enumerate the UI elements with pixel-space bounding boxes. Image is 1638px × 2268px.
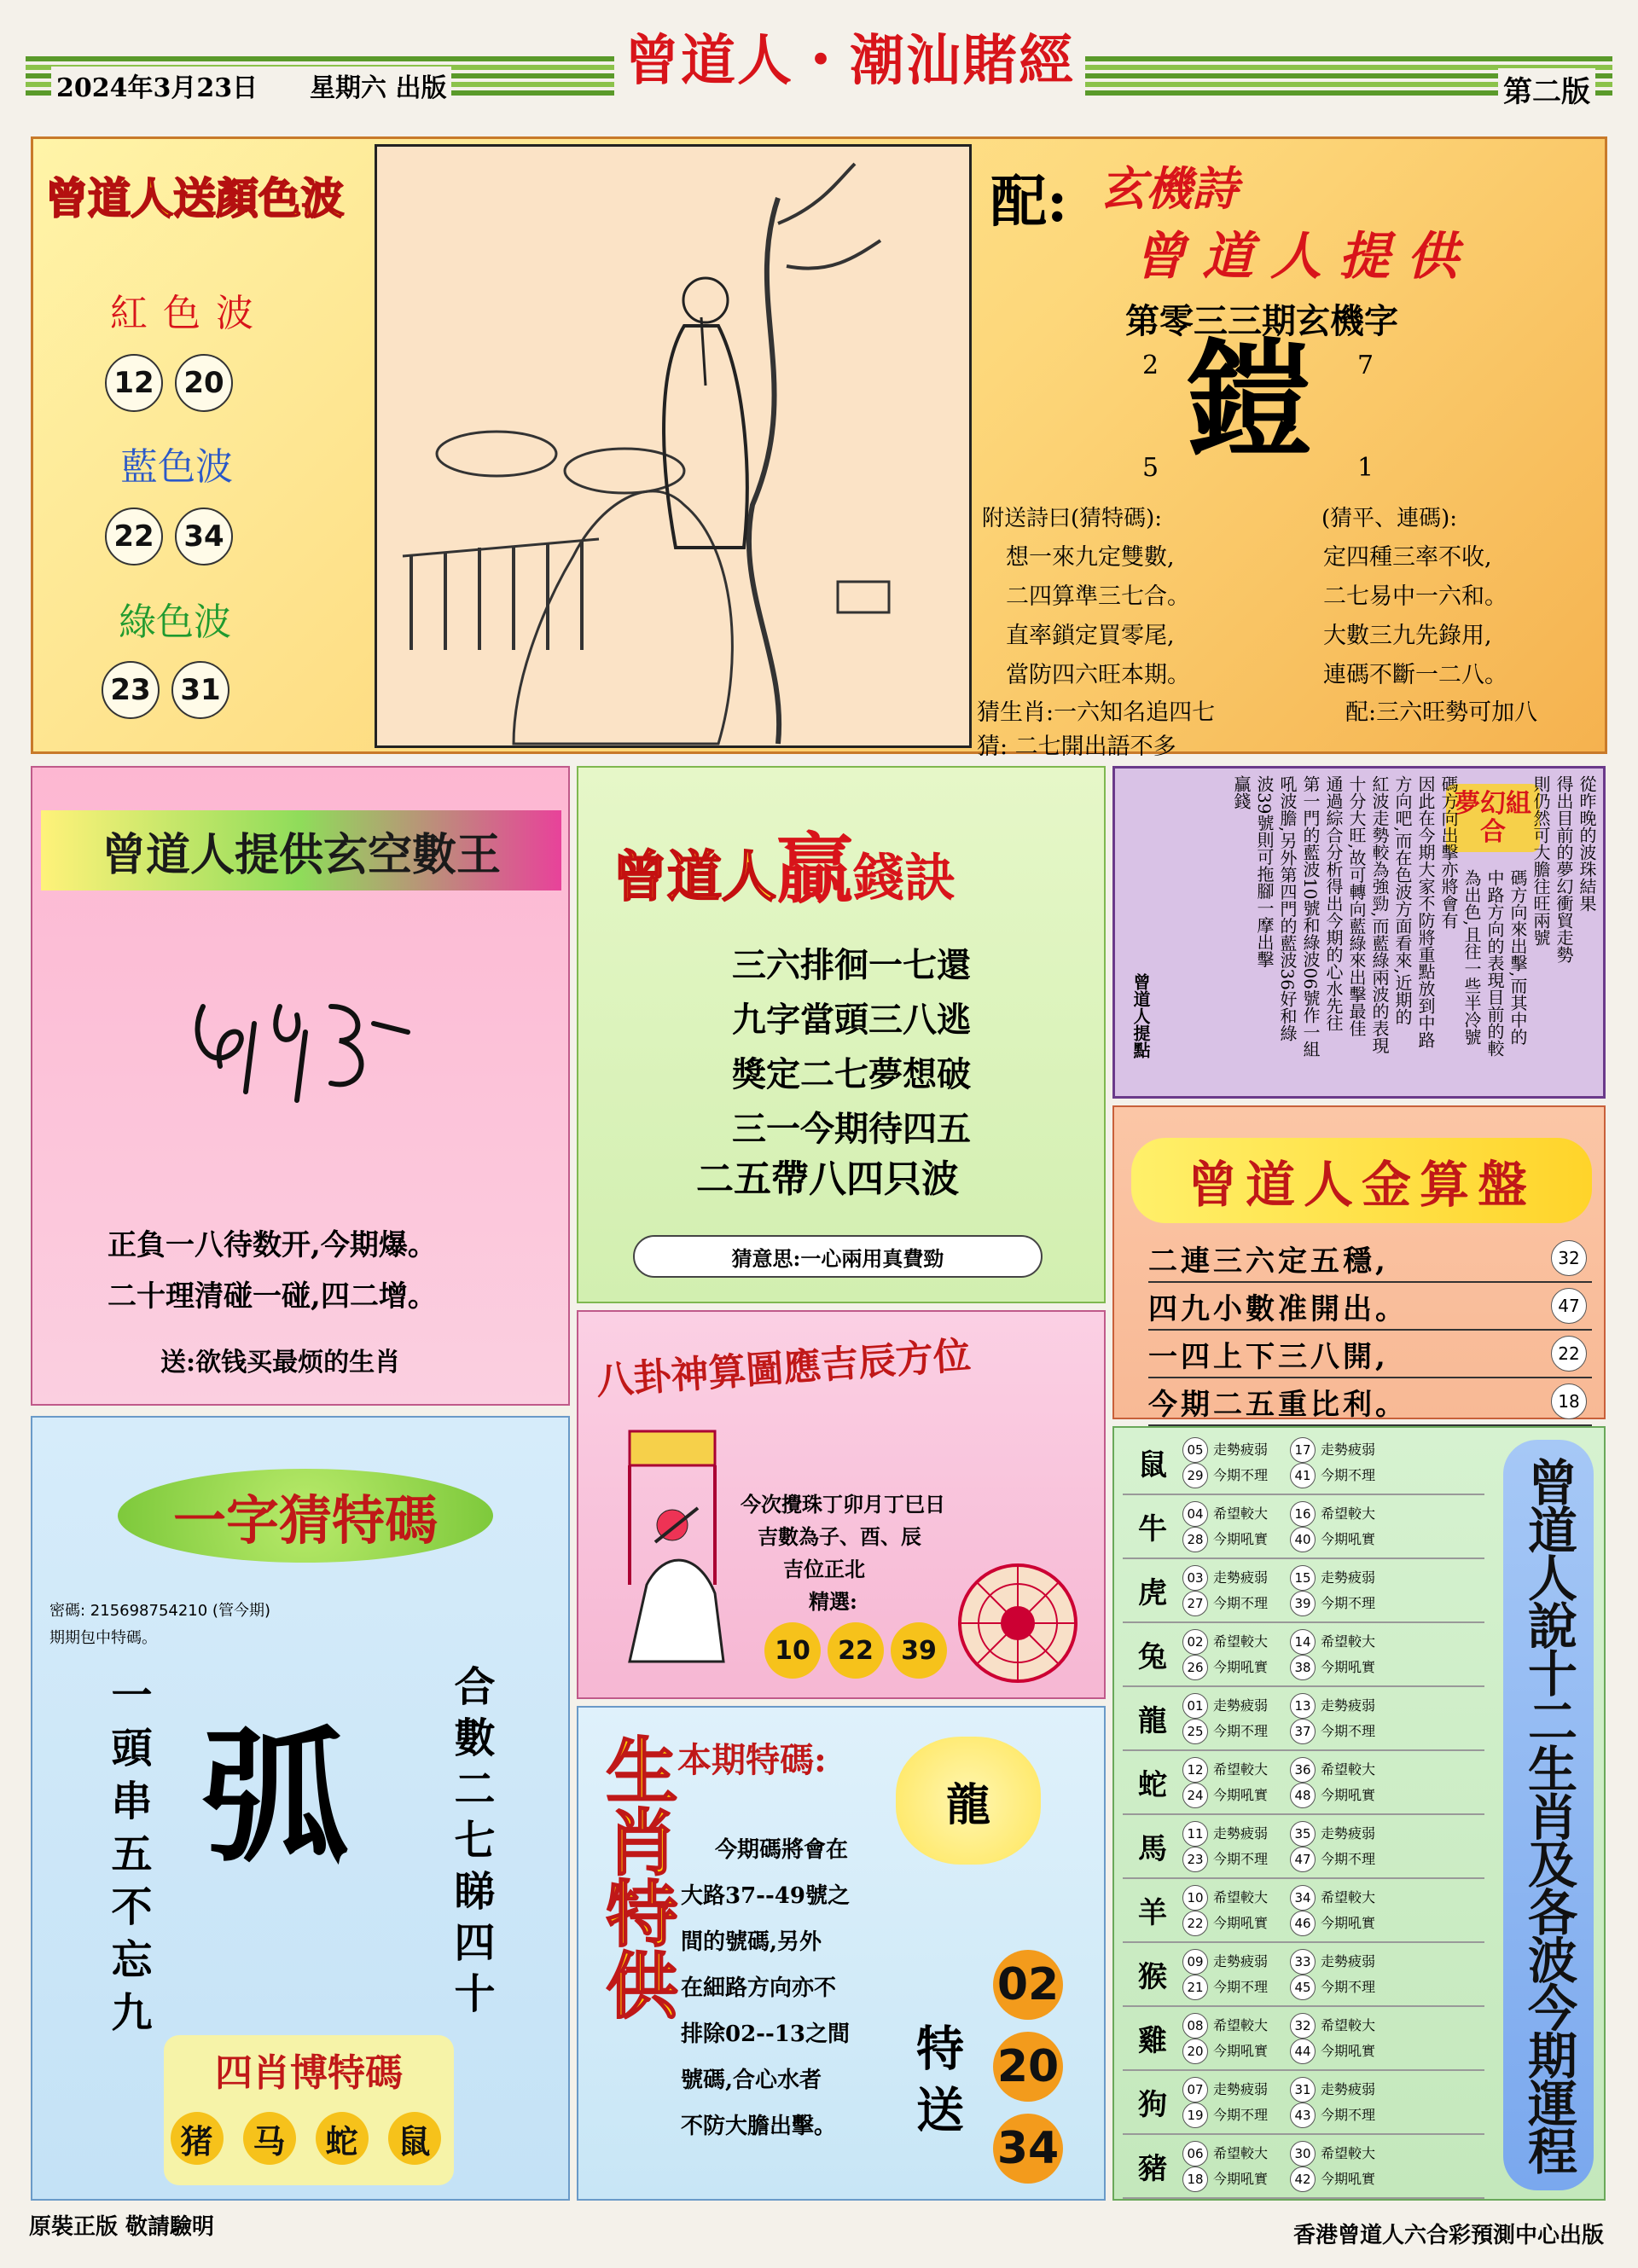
zodiac-animal: 猴 xyxy=(1138,1960,1167,1994)
dream-col: 得出目前的夢幻衝貿走勢 xyxy=(1554,775,1574,963)
handwritten-code-icon xyxy=(177,972,433,1109)
zodiac-trend: 希望較大 xyxy=(1321,1760,1376,1778)
issue-weekday: 星期六 xyxy=(310,73,387,103)
zodiac-advice: 今期吼實 xyxy=(1321,1530,1376,1547)
red-wave-numbers xyxy=(105,354,245,412)
zodiac-number: 21 xyxy=(1182,1975,1208,2000)
win-title-b: 贏 xyxy=(776,824,853,914)
zodiac-advice: 今期不理 xyxy=(1321,1466,1376,1483)
win-title-a: 曾道人 xyxy=(613,845,776,909)
win-guess: 猜意思:一心兩用真費勁 xyxy=(633,1235,1043,1278)
issue-date: 2024年3月23日 xyxy=(56,73,258,103)
four-zodiac-list xyxy=(164,2112,454,2165)
zodiac-number: 44 xyxy=(1290,2039,1316,2064)
zodiac-number: 05 xyxy=(1182,1437,1208,1463)
zodiac-trend: 希望較大 xyxy=(1213,2016,1269,2033)
zodiac-number: 47 xyxy=(1290,1847,1316,1872)
zodiac-number: 13 xyxy=(1290,1693,1316,1719)
poem-left xyxy=(1006,538,1190,695)
one-char-panel xyxy=(31,1416,570,2201)
sage-illustration xyxy=(375,144,972,748)
masthead-title: 曾道人・潮汕賭經 xyxy=(614,17,1085,96)
zodiac-number: 43 xyxy=(1290,2103,1316,2128)
zodiac-number: 17 xyxy=(1290,1437,1316,1463)
zodiac-advice: 今期不理 xyxy=(1213,2106,1269,2123)
bagua-line: 吉數為子、酉、辰 xyxy=(758,1524,921,1549)
poem-line: 當防四六旺本期。 xyxy=(1006,662,1190,688)
special-zodiac: 龍 xyxy=(896,1737,1041,1865)
suanpan-title: 曾道人金算盤 xyxy=(1131,1138,1592,1223)
poem-line: 大數三九先錄用, xyxy=(1323,623,1492,649)
zodiac-row xyxy=(1123,1623,1484,1687)
zodiac-number: 15 xyxy=(1290,1565,1316,1591)
suanpan-number: 47 xyxy=(1551,1288,1587,1324)
poem-right-header: (猜平、連碼): xyxy=(1321,506,1458,531)
zodiac-trend: 希望較大 xyxy=(1213,1888,1269,1905)
zodiac-number: 37 xyxy=(1290,1719,1316,1744)
zodiac-pick: 鼠 xyxy=(388,2112,441,2165)
special-line: 今期碼將會在 xyxy=(715,1837,849,1863)
poem-line: 想一來九定雙數, xyxy=(1006,544,1175,571)
zodiac-trend: 走勢疲弱 xyxy=(1213,1697,1269,1714)
zodiac-trend: 希望較大 xyxy=(1321,1633,1376,1650)
xuankong-line: 二十理清碰一碰,四二增。 xyxy=(107,1279,437,1314)
zodiac-advice: 今期不理 xyxy=(1321,1722,1376,1739)
color-wave-title: 曾道人送顏色波 xyxy=(45,173,344,223)
special-line: 在細路方向亦不 xyxy=(681,1975,837,2001)
dream-title: 夢幻組合 xyxy=(1446,784,1540,852)
zodiac-animal: 牛 xyxy=(1138,1512,1167,1546)
zodiac-table-panel xyxy=(1112,1426,1606,2201)
win-secret-lines xyxy=(732,938,971,1157)
dream-col: 紅波走勢較為強勁,而藍綠兩波的表現 xyxy=(1369,775,1390,1054)
suanpan-text: 二連三六定五穩, xyxy=(1148,1244,1389,1279)
zodiac-advice: 今期吼實 xyxy=(1213,2170,1269,2187)
blue-wave-label: 藍色波 xyxy=(120,445,233,489)
zodiac-advice: 今期吼實 xyxy=(1321,1914,1376,1931)
zodiac-advice: 今期不理 xyxy=(1213,1594,1269,1611)
zodiac-advice: 今期吼實 xyxy=(1321,1658,1376,1675)
pei-line: 配:三六旺勢可加八 xyxy=(1345,699,1538,726)
dream-col: 吼波膽,另外第四門的藍波36好和綠 xyxy=(1277,775,1298,1041)
zodiac-row xyxy=(1123,1431,1484,1495)
special-panel xyxy=(577,1706,1106,2201)
xuanji-number: 7 xyxy=(1357,351,1374,380)
zodiac-number: 04 xyxy=(1182,1501,1208,1527)
win-secret-panel xyxy=(577,766,1106,1303)
zodiac-pick: 蛇 xyxy=(316,2112,369,2165)
page-number: 第二版 xyxy=(1498,68,1595,110)
header-date-line xyxy=(51,67,451,104)
green-wave-numbers xyxy=(102,661,241,719)
zodiac-trend: 走勢疲弱 xyxy=(1321,1569,1376,1586)
bagua-line: 今次攪珠丁卯月丁巳日 xyxy=(741,1492,945,1517)
zodiac-number: 34 xyxy=(1290,1885,1316,1911)
zodiac-number: 22 xyxy=(1182,1911,1208,1936)
zodiac-trend: 走勢疲弱 xyxy=(1321,2080,1376,2097)
zodiac-number: 42 xyxy=(1290,2166,1316,2192)
zodiac-number: 07 xyxy=(1182,2077,1208,2103)
zodiac-advice: 今期不理 xyxy=(1213,1850,1269,1867)
special-side-title: 生肖特供 xyxy=(595,1733,679,2020)
zodiac-advice: 今期吼實 xyxy=(1321,1786,1376,1803)
suanpan-rows xyxy=(1148,1235,1592,1426)
suanpan-text: 一四上下三八開, xyxy=(1148,1339,1389,1374)
dream-col: 通過綜合分析得出今期的心水先往 xyxy=(1323,775,1344,1031)
poem-left-header: 附送詩曰(猜特碼): xyxy=(982,506,1163,531)
zodiac-advice: 今期不理 xyxy=(1213,1722,1269,1739)
zodiac-advice: 今期吼實 xyxy=(1213,1530,1269,1547)
zodiac-advice: 今期不理 xyxy=(1213,1978,1269,1995)
blue-number: 22 xyxy=(105,508,163,566)
zodiac-trend: 希望較大 xyxy=(1213,1760,1269,1778)
zodiac-row xyxy=(1123,1751,1484,1815)
zodiac-advice: 今期不理 xyxy=(1321,1850,1376,1867)
red-number: 20 xyxy=(175,354,233,412)
zodiac-row xyxy=(1123,1815,1484,1879)
footer-left: 原裝正版 敬請驗明 xyxy=(29,2214,215,2240)
zodiac-number: 14 xyxy=(1290,1629,1316,1655)
four-zodiac-box xyxy=(164,2035,454,2185)
dream-col: 碼方向出擊亦將會有 xyxy=(1438,775,1459,929)
win-title-c: 錢訣 xyxy=(853,849,956,908)
special-line: 間的號碼,另外 xyxy=(681,1929,822,1955)
xuanji-number: 2 xyxy=(1142,351,1159,380)
xuanji-number: 1 xyxy=(1357,453,1374,483)
special-line: 不防大膽出擊。 xyxy=(681,2114,837,2139)
zodiac-number: 26 xyxy=(1182,1655,1208,1680)
zodiac-number: 28 xyxy=(1182,1527,1208,1552)
special-desc xyxy=(681,1827,850,2149)
zodiac-advice: 今期吼實 xyxy=(1321,2042,1376,2059)
one-char-left-col: 一頭串五不忘九 xyxy=(104,1673,152,2044)
zodiac-number: 38 xyxy=(1290,1655,1316,1680)
one-char-char: 弧 xyxy=(203,1712,349,1882)
zodiac-number: 48 xyxy=(1290,1783,1316,1808)
one-char-right-col: 合數二七睇四十 xyxy=(447,1665,495,2023)
special-line: 號碼,合心水者 xyxy=(681,2068,822,2093)
special-numbers xyxy=(993,1950,1063,2195)
zodiac-row xyxy=(1123,1943,1484,2007)
dream-panel xyxy=(1112,766,1606,1099)
zodiac-animal: 鼠 xyxy=(1138,1448,1167,1482)
header xyxy=(26,0,1612,128)
zodiac-number: 24 xyxy=(1182,1783,1208,1808)
zodiac-trend: 走勢疲弱 xyxy=(1213,1952,1269,1969)
bagua-number: 39 xyxy=(891,1622,947,1679)
zodiac-row xyxy=(1123,1495,1484,1559)
win-line: 九字當頭三八逃 xyxy=(732,1000,971,1040)
bagua-panel xyxy=(577,1310,1106,1699)
zodiac-number: 10 xyxy=(1182,1885,1208,1911)
zodiac-number: 40 xyxy=(1290,1527,1316,1552)
zodiac-animal: 虎 xyxy=(1138,1576,1167,1610)
special-number: 02 xyxy=(993,1950,1063,2020)
zodiac-number: 29 xyxy=(1182,1463,1208,1488)
poem-line: 連碼不斷一二八。 xyxy=(1323,662,1507,688)
zodiac-number: 11 xyxy=(1182,1821,1208,1847)
dream-col: 碼方向來出擊,而其中的 xyxy=(1507,869,1528,1046)
zodiac-number: 23 xyxy=(1182,1847,1208,1872)
zodiac-number: 39 xyxy=(1290,1591,1316,1616)
green-number: 31 xyxy=(171,661,229,719)
zodiac-trend: 希望較大 xyxy=(1321,2144,1376,2161)
red-wave-label: 紅色波 xyxy=(110,292,269,335)
zodiac-number: 33 xyxy=(1290,1949,1316,1975)
zodiac-number: 46 xyxy=(1290,1911,1316,1936)
dream-col: 十分大旺,故可轉向藍綠來出擊最佳 xyxy=(1346,775,1367,1037)
zodiac-row xyxy=(1123,2071,1484,2135)
zodiac-number: 19 xyxy=(1182,2103,1208,2128)
xuankong-panel xyxy=(31,766,570,1406)
xuanji-period: 第零三三期玄機字 xyxy=(1125,301,1398,341)
zodiac-trend: 希望較大 xyxy=(1321,1888,1376,1905)
bagua-pick-label: 精選: xyxy=(809,1589,857,1614)
suanpan-number: 22 xyxy=(1551,1336,1587,1372)
zodiac-pick: 猪 xyxy=(171,2112,224,2165)
zodiac-animal: 羊 xyxy=(1138,1896,1167,1930)
zodiac-trend: 走勢疲弱 xyxy=(1213,2080,1269,2097)
zodiac-number: 18 xyxy=(1182,2166,1208,2192)
zodiac-number: 06 xyxy=(1182,2141,1208,2166)
dream-col: 第一門的藍波10號和綠波06號作一組 xyxy=(1300,775,1321,1058)
zodiac-advice: 今期不理 xyxy=(1321,2106,1376,2123)
zodiac-number: 35 xyxy=(1290,1821,1316,1847)
zodiac-trend: 走勢疲弱 xyxy=(1321,1824,1376,1842)
poem-line: 定四種三率不收, xyxy=(1323,544,1492,571)
dream-col: 波39號則可拖腳一摩出擊 xyxy=(1254,775,1275,968)
zodiac-animal: 蛇 xyxy=(1138,1768,1167,1802)
suanpan-number: 18 xyxy=(1551,1383,1587,1419)
dream-col: 贏錢 xyxy=(1231,775,1252,809)
zodiac-number: 12 xyxy=(1182,1757,1208,1783)
issue-edition-word: 出版 xyxy=(395,73,447,103)
zodiac-animal: 狗 xyxy=(1138,2088,1167,2122)
zodiac-number: 30 xyxy=(1290,2141,1316,2166)
zodiac-trend: 希望較大 xyxy=(1213,1505,1269,1522)
xuankong-line: 正負一八待数开,今期爆。 xyxy=(107,1228,437,1262)
poem-line: 二七易中一六和。 xyxy=(1323,583,1507,610)
zodiac-trend: 走勢疲弱 xyxy=(1213,1569,1269,1586)
special-line: 排除02--13之間 xyxy=(681,2021,850,2047)
bagua-number: 10 xyxy=(764,1622,821,1679)
zodiac-row xyxy=(1123,1879,1484,1943)
zodiac-number: 36 xyxy=(1290,1757,1316,1783)
dream-col: 中路方向的表現目前的較 xyxy=(1484,869,1505,1057)
color-wave-panel xyxy=(33,139,375,751)
special-number: 20 xyxy=(993,2032,1063,2102)
win-line-last: 二五帶八四只波 xyxy=(696,1157,959,1201)
zodiac-trend: 走勢疲弱 xyxy=(1213,1824,1269,1842)
zodiac-row xyxy=(1123,1687,1484,1751)
special-title: 本期特碼: xyxy=(677,1740,827,1780)
zodiac-number: 45 xyxy=(1290,1975,1316,2000)
zodiac-trend: 走勢疲弱 xyxy=(1321,1697,1376,1714)
xuankong-line: 送:欲钱买最烦的生肖 xyxy=(160,1348,401,1378)
zodiac-row xyxy=(1123,2135,1484,2199)
one-char-note1: 密碼: 215698754210 (管今期) xyxy=(49,1602,270,1620)
xuanji-provider: 曾道人提供 xyxy=(1134,227,1475,287)
suanpan-number: 32 xyxy=(1551,1240,1587,1276)
special-line: 大路37--49號之 xyxy=(681,1883,850,1909)
win-secret-title xyxy=(613,807,956,918)
bagua-title: 八卦神算圖應吉辰方位 xyxy=(595,1333,973,1404)
suanpan-panel xyxy=(1112,1105,1606,1422)
suanpan-text: 四九小數准開出。 xyxy=(1148,1291,1408,1326)
zodiac-number: 25 xyxy=(1182,1719,1208,1744)
poem-line: 直率鎖定買零尾, xyxy=(1006,623,1175,649)
suanpan-row xyxy=(1148,1283,1592,1331)
zodiac-number: 02 xyxy=(1182,1629,1208,1655)
dream-col: 從昨晚的波珠結果 xyxy=(1577,775,1597,912)
zodiac-number: 01 xyxy=(1182,1693,1208,1719)
blue-number: 34 xyxy=(175,508,233,566)
pei-label: 配: xyxy=(990,168,1068,235)
zodiac-number: 20 xyxy=(1182,2039,1208,2064)
zodiac-row xyxy=(1123,2007,1484,2071)
zodiac-animal: 雞 xyxy=(1138,2024,1167,2058)
bagua-number: 22 xyxy=(828,1622,884,1679)
red-number: 12 xyxy=(105,354,163,412)
xuanji-number: 5 xyxy=(1142,453,1159,483)
zodiac-table-rows xyxy=(1114,1431,1490,2199)
poem-right xyxy=(1323,538,1507,695)
dream-col: 則仍然可大膽往旺兩號 xyxy=(1531,775,1551,946)
zodiac-animal: 龍 xyxy=(1138,1704,1167,1738)
suanpan-row xyxy=(1148,1331,1592,1378)
zodiac-advice: 今期不理 xyxy=(1321,1978,1376,1995)
four-zodiac-title: 四肖博特碼 xyxy=(215,2051,403,2095)
dream-text xyxy=(1229,775,1598,1091)
zodiac-trend: 走勢疲弱 xyxy=(1321,1952,1376,1969)
zodiac-trend: 走勢疲弱 xyxy=(1213,1441,1269,1458)
bagua-numbers xyxy=(764,1622,954,1679)
xuanji-title: 玄機詩 xyxy=(1100,161,1238,216)
win-line: 三六排徊一七還 xyxy=(732,945,971,985)
zodiac-number: 27 xyxy=(1182,1591,1208,1616)
footer-right: 香港曾道人六合彩預測中心出版 xyxy=(1292,2223,1604,2248)
green-wave-label: 綠色波 xyxy=(119,600,231,644)
zodiac-animal: 豬 xyxy=(1138,2152,1167,2186)
warrior-icon xyxy=(595,1414,749,1687)
suanpan-row xyxy=(1148,1378,1592,1426)
zodiac-animal: 馬 xyxy=(1138,1832,1167,1866)
zodiac-number: 41 xyxy=(1290,1463,1316,1488)
zodiac-advice: 今期不理 xyxy=(1213,1466,1269,1483)
zodiac-advice: 今期吼實 xyxy=(1213,2042,1269,2059)
one-char-note2: 期期包中特碼。 xyxy=(49,1629,157,1647)
zodiac-trend: 希望較大 xyxy=(1213,1633,1269,1650)
zodiac-trend: 希望較大 xyxy=(1321,2016,1376,2033)
zodiac-trend: 走勢疲弱 xyxy=(1321,1441,1376,1458)
green-number: 23 xyxy=(102,661,160,719)
suanpan-row xyxy=(1148,1235,1592,1283)
zodiac-trend: 希望較大 xyxy=(1321,1505,1376,1522)
xuanji-char: 鎧 xyxy=(1185,326,1314,476)
zodiac-number: 16 xyxy=(1290,1501,1316,1527)
zodiac-advice: 今期不理 xyxy=(1321,1594,1376,1611)
win-line: 獎定二七夢想破 xyxy=(732,1054,971,1094)
zodiac-advice: 今期吼實 xyxy=(1321,2170,1376,2187)
zodiac-advice: 今期吼實 xyxy=(1213,1658,1269,1675)
one-char-title: 一字猜特碼 xyxy=(118,1469,493,1563)
zodiac-pick: 马 xyxy=(243,2112,296,2165)
xuanji-panel xyxy=(972,139,1605,760)
zodiac-row xyxy=(1123,1559,1484,1623)
bagua-compass-icon xyxy=(954,1559,1082,1687)
sage-drawing-icon xyxy=(377,147,969,745)
blue-wave-numbers xyxy=(105,508,245,566)
dream-col: 因此在今期大家不防將重點放到中路 xyxy=(1415,775,1436,1048)
guess-line: 猜: 二七開出語不多 xyxy=(977,734,1176,760)
top-section xyxy=(31,136,1607,760)
dream-sign: 曾道人提點 xyxy=(1130,973,1151,1059)
zodiac-number: 09 xyxy=(1182,1949,1208,1975)
poem-line: 二四算準三七合。 xyxy=(1006,583,1190,610)
guess-zodiac: 猜生肖:一六知名追四七 xyxy=(977,699,1216,726)
zodiac-number: 32 xyxy=(1290,2013,1316,2039)
zodiac-trend: 希望較大 xyxy=(1213,2144,1269,2161)
zodiac-advice: 今期吼實 xyxy=(1213,1914,1269,1931)
win-line: 三一今期待四五 xyxy=(732,1109,971,1149)
zodiac-number: 08 xyxy=(1182,2013,1208,2039)
zodiac-animal: 兔 xyxy=(1138,1640,1167,1674)
dream-col: 方向吧,而在色波方面看來,近期的 xyxy=(1392,775,1413,1025)
special-number: 34 xyxy=(993,2114,1063,2184)
special-send: 特送 xyxy=(909,2023,965,2146)
suanpan-text: 今期二五重比利。 xyxy=(1148,1387,1408,1422)
zodiac-side-title: 曾道人說十二生肖及各波今期運程 xyxy=(1503,1440,1594,2190)
bagua-line: 吉位正北 xyxy=(783,1557,865,1581)
zodiac-number: 31 xyxy=(1290,2077,1316,2103)
xuankong-title: 曾道人提供玄空數王 xyxy=(41,810,561,890)
zodiac-advice: 今期吼實 xyxy=(1213,1786,1269,1803)
dream-col: 為出色,且往一些半冷號 xyxy=(1461,869,1482,1046)
zodiac-number: 03 xyxy=(1182,1565,1208,1591)
